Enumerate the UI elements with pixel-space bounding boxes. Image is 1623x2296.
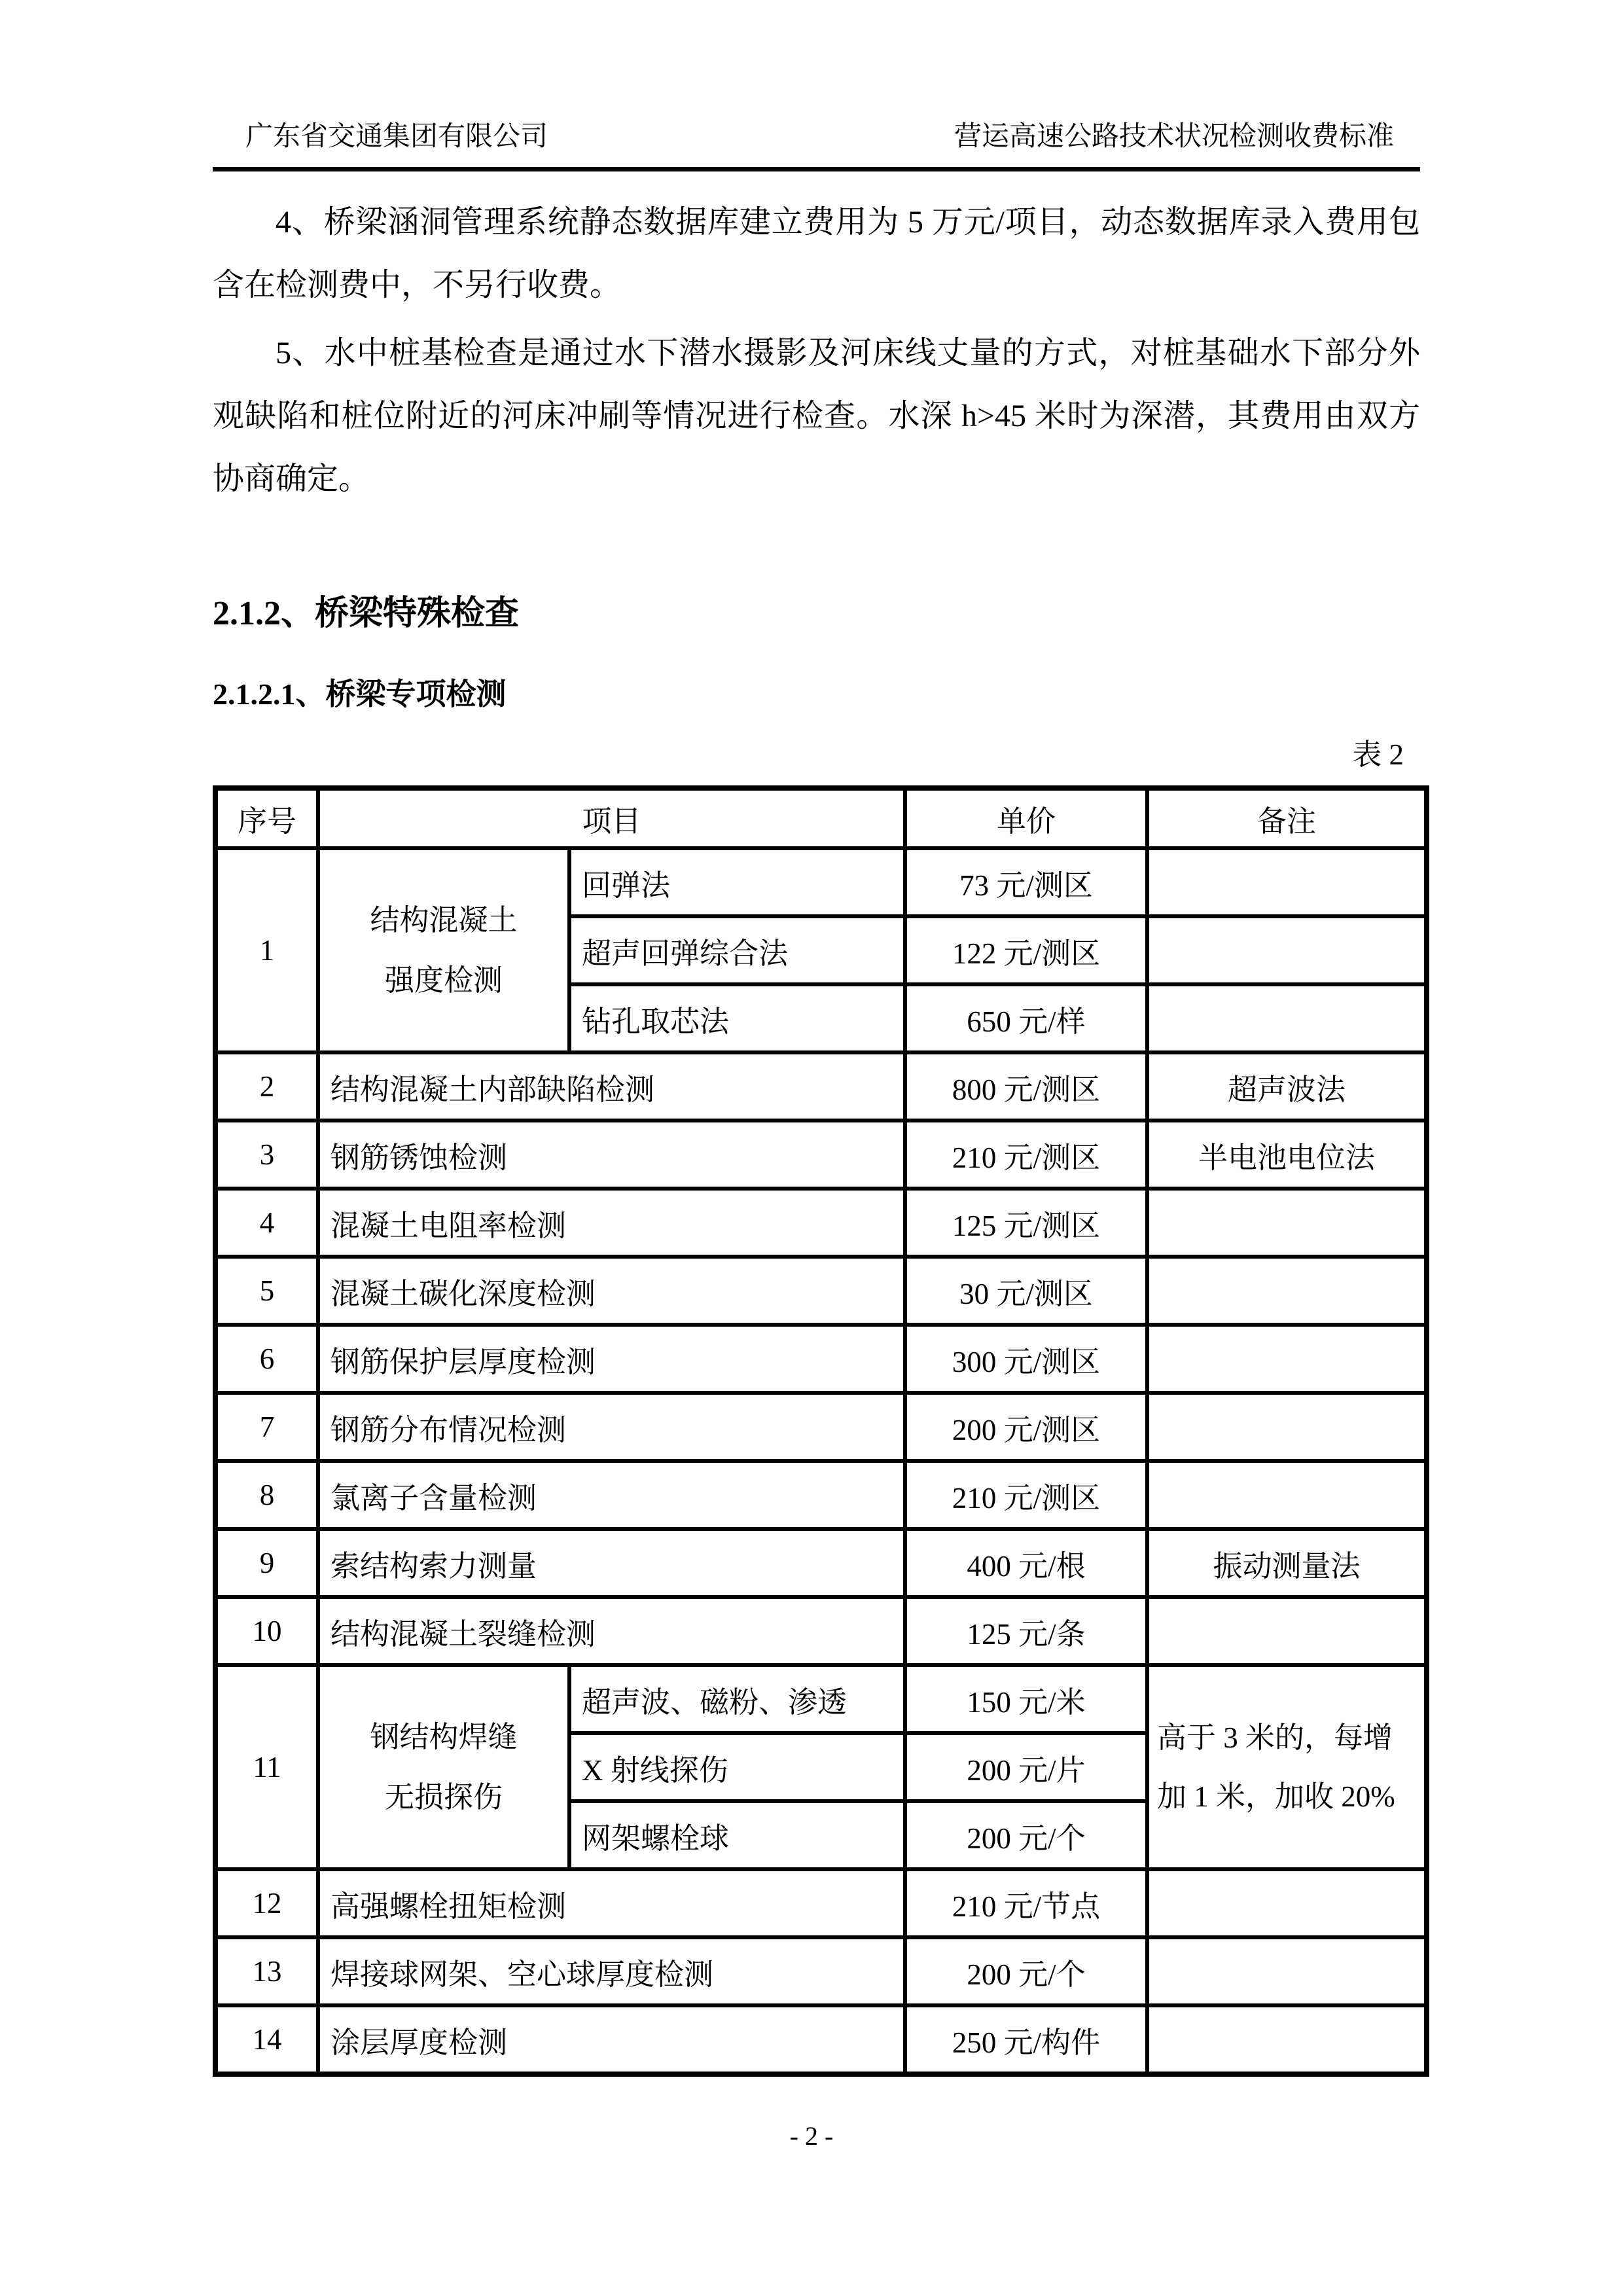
table-row [215, 1257, 1427, 1325]
cell-price: 200 元/个 [905, 1801, 1147, 1869]
group-label-line: 无损探伤 [384, 1781, 503, 1814]
cell-no: 8 [215, 1461, 318, 1529]
table-caption: 表 2 [1352, 738, 1404, 771]
table-row [215, 848, 1427, 916]
fee-table-head [215, 788, 1427, 848]
paragraph-item-4: 4、桥梁涵洞管理系统静态数据库建立费用为 5 万元/项目，动态数据库录入费用包含在检测费中，不另行收费。 [213, 205, 1420, 302]
cell-note [1147, 1257, 1427, 1325]
table-row [215, 1665, 1427, 1733]
cell-item: 索结构索力测量 [318, 1529, 905, 1597]
cell-no: 4 [215, 1189, 318, 1257]
cell-no: 10 [215, 1597, 318, 1665]
cell-item: 结构混凝土裂缝检测 [318, 1597, 905, 1665]
col-header-price: 单价 [905, 788, 1147, 848]
cell-item: 高强螺栓扭矩检测 [318, 1869, 905, 1937]
header-left-text: 广东省交通集团有限公司 [245, 122, 548, 152]
cell-item: 焊接球网架、空心球厚度检测 [318, 1937, 905, 2005]
cell-sub-item: 超声回弹综合法 [569, 916, 905, 984]
table-header-row [215, 788, 1427, 848]
cell-no: 9 [215, 1529, 318, 1597]
table-row [215, 1869, 1427, 1937]
cell-note [1147, 1189, 1427, 1257]
cell-sub-item: X 射线探伤 [569, 1733, 905, 1801]
table-row [215, 1937, 1427, 2005]
cell-note [1147, 2005, 1427, 2074]
cell-note [1147, 1937, 1427, 2005]
table-row [215, 1325, 1427, 1393]
cell-note [1147, 848, 1427, 916]
cell-no: 13 [215, 1937, 318, 2005]
cell-price: 200 元/个 [905, 1937, 1147, 2005]
cell-price: 250 元/构件 [905, 2005, 1147, 2074]
cell-price: 800 元/测区 [905, 1052, 1147, 1121]
page-content [0, 191, 1623, 2077]
col-header-no: 序号 [215, 788, 318, 848]
cell-price: 73 元/测区 [905, 848, 1147, 916]
cell-no: 6 [215, 1325, 318, 1393]
table-row [215, 1052, 1427, 1121]
cell-price: 210 元/测区 [905, 1121, 1147, 1189]
cell-price: 400 元/根 [905, 1529, 1147, 1597]
table-row [215, 1529, 1427, 1597]
cell-no: 14 [215, 2005, 318, 2074]
cell-price: 122 元/测区 [905, 916, 1147, 984]
cell-note [1147, 1869, 1427, 1937]
cell-item: 钢筋分布情况检测 [318, 1393, 905, 1461]
cell-price: 200 元/片 [905, 1733, 1147, 1801]
table-row [215, 1461, 1427, 1529]
section-heading-2-1-2: 2.1.2、桥梁特殊检查 [213, 595, 520, 632]
cell-item: 钢筋保护层厚度检测 [318, 1325, 905, 1393]
cell-note: 高于 3 米的，每增加 1 米，加收 20% [1147, 1665, 1427, 1869]
cell-no: 3 [215, 1121, 318, 1189]
cell-item: 涂层厚度检测 [318, 2005, 905, 2074]
cell-note: 超声波法 [1147, 1052, 1427, 1121]
cell-no: 7 [215, 1393, 318, 1461]
cell-note [1147, 1461, 1427, 1529]
cell-note: 振动测量法 [1147, 1529, 1427, 1597]
cell-price: 30 元/测区 [905, 1257, 1147, 1325]
cell-item: 结构混凝土内部缺陷检测 [318, 1052, 905, 1121]
paragraph-item-5: 5、水中桩基检查是通过水下潜水摄影及河床线丈量的方式，对桩基础水下部分外观缺陷和桩位附近的河床冲刷等情况进行检查。水深 h>45 米时为深潜，其费用由双方协商确定。 [213, 336, 1420, 496]
cell-item-group [318, 848, 569, 1052]
fee-table [213, 785, 1429, 2077]
cell-no: 11 [215, 1665, 318, 1869]
cell-sub-item: 超声波、磁粉、渗透 [569, 1665, 905, 1733]
fee-table-body [215, 848, 1427, 2074]
table-row [215, 1189, 1427, 1257]
cell-sub-item: 网架螺栓球 [569, 1801, 905, 1869]
cell-price: 650 元/样 [905, 984, 1147, 1052]
running-header [213, 0, 1420, 171]
cell-price: 150 元/米 [905, 1665, 1147, 1733]
page-number: - 2 - [789, 2121, 834, 2151]
group-label-line: 结构混凝土 [370, 904, 518, 937]
table-row [215, 1121, 1427, 1189]
cell-price: 125 元/测区 [905, 1189, 1147, 1257]
section-heading-2-1-2-1: 2.1.2.1、桥梁专项检测 [213, 677, 507, 711]
cell-no: 5 [215, 1257, 318, 1325]
cell-note [1147, 916, 1427, 984]
cell-note: 半电池电位法 [1147, 1121, 1427, 1189]
cell-no: 2 [215, 1052, 318, 1121]
cell-note [1147, 1597, 1427, 1665]
cell-item: 混凝土碳化深度检测 [318, 1257, 905, 1325]
cell-item: 氯离子含量检测 [318, 1461, 905, 1529]
cell-item-group [318, 1665, 569, 1869]
cell-no: 12 [215, 1869, 318, 1937]
cell-note [1147, 1325, 1427, 1393]
cell-item: 钢筋锈蚀检测 [318, 1121, 905, 1189]
header-right-text: 营运高速公路技术状况检测收费标准 [954, 122, 1394, 152]
cell-sub-item: 回弹法 [569, 848, 905, 916]
col-header-item: 项目 [318, 788, 905, 848]
cell-price: 210 元/节点 [905, 1869, 1147, 1937]
cell-price: 300 元/测区 [905, 1325, 1147, 1393]
group-label-line: 强度检测 [384, 964, 503, 997]
table-row [215, 2005, 1427, 2074]
cell-price: 200 元/测区 [905, 1393, 1147, 1461]
cell-item: 混凝土电阻率检测 [318, 1189, 905, 1257]
table-row [215, 1597, 1427, 1665]
cell-note [1147, 1393, 1427, 1461]
cell-no: 1 [215, 848, 318, 1052]
col-header-note: 备注 [1147, 788, 1427, 848]
cell-price: 210 元/测区 [905, 1461, 1147, 1529]
group-label-line: 钢结构焊缝 [370, 1721, 518, 1753]
cell-note [1147, 984, 1427, 1052]
cell-price: 125 元/条 [905, 1597, 1147, 1665]
cell-sub-item: 钻孔取芯法 [569, 984, 905, 1052]
table-row [215, 1393, 1427, 1461]
